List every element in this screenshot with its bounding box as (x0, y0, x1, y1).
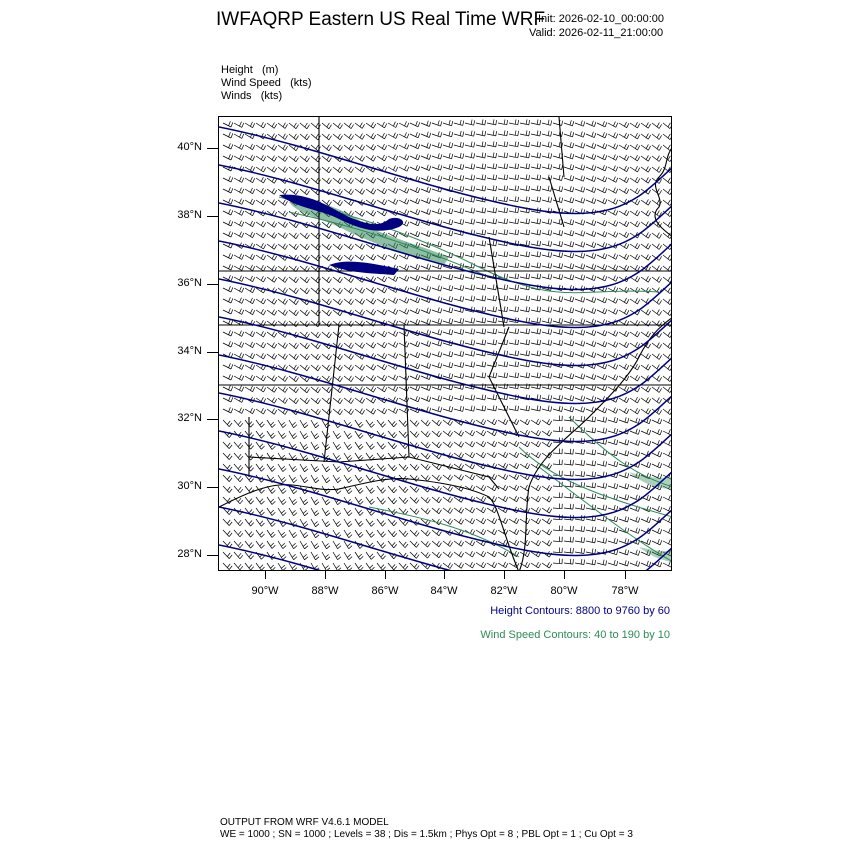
lon-tick (504, 571, 505, 579)
lon-tick (385, 571, 386, 579)
chart-title: IWFAQRP Eastern US Real Time WRF (216, 9, 546, 30)
lat-tick (207, 419, 218, 420)
lon-tick (564, 571, 565, 579)
lat-label: 28°N (177, 548, 202, 560)
barb-field (223, 119, 672, 570)
wind-speed-contour (369, 507, 519, 557)
lat-label: 34°N (177, 345, 202, 357)
height-contours (219, 127, 672, 571)
variable-units: (kts) (260, 90, 283, 102)
lat-tick (207, 487, 218, 488)
lon-tick (625, 571, 626, 579)
lat-tick (207, 148, 218, 149)
wind-barbs (223, 119, 672, 570)
lon-label: 84°W (430, 585, 458, 597)
variable-name: Winds (221, 90, 252, 102)
lon-tick (265, 571, 266, 579)
variable-name: Height (221, 64, 253, 76)
model-info-line1: OUTPUT FROM WRF V4.6.1 MODEL (220, 817, 389, 828)
lon-label: 80°W (550, 585, 578, 597)
lon-label: 90°W (251, 585, 279, 597)
variable-wind-speed (221, 77, 312, 89)
height-contours-legend: Height Contours: 8800 to 9760 by 60 (490, 605, 670, 617)
border-line (489, 237, 504, 327)
lat-label: 40°N (177, 141, 202, 153)
variable-name: Wind Speed (221, 77, 281, 89)
lat-label: 36°N (177, 277, 202, 289)
lat-label: 30°N (177, 480, 202, 492)
map-panel (218, 116, 672, 571)
border-line (219, 479, 519, 571)
variable-units: (kts) (290, 77, 312, 89)
valid-time: Valid: 2026-02-11_21:00:00 (529, 27, 664, 39)
lat-label: 32°N (177, 412, 202, 424)
variable-units: (m) (261, 64, 279, 76)
wind-speed-shading (639, 547, 672, 562)
lon-tick (444, 571, 445, 579)
wind-speed-shading (289, 201, 449, 265)
lat-tick (207, 352, 218, 353)
lon-label: 82°W (490, 585, 518, 597)
wind-speed-contours-legend: Wind Speed Contours: 40 to 190 by 10 (480, 629, 670, 641)
lon-label: 88°W (311, 585, 339, 597)
model-info-line2: WE = 1000 ; SN = 1000 ; Levels = 38 ; Dis = 1.5km ; Phys Opt = 8 ; PBL Opt = 1 ; Cu Opt = 3 (220, 829, 633, 840)
map-canvas (219, 117, 672, 571)
variable-height (221, 64, 278, 76)
lat-tick (207, 284, 218, 285)
lon-label: 86°W (371, 585, 399, 597)
variable-winds (221, 90, 282, 102)
lat-tick (207, 216, 218, 217)
init-time: Init: 2026-02-10_00:00:00 (538, 13, 664, 25)
lon-tick (325, 571, 326, 579)
lon-label: 78°W (611, 585, 639, 597)
lat-tick (207, 555, 218, 556)
lat-label: 38°N (177, 209, 202, 221)
